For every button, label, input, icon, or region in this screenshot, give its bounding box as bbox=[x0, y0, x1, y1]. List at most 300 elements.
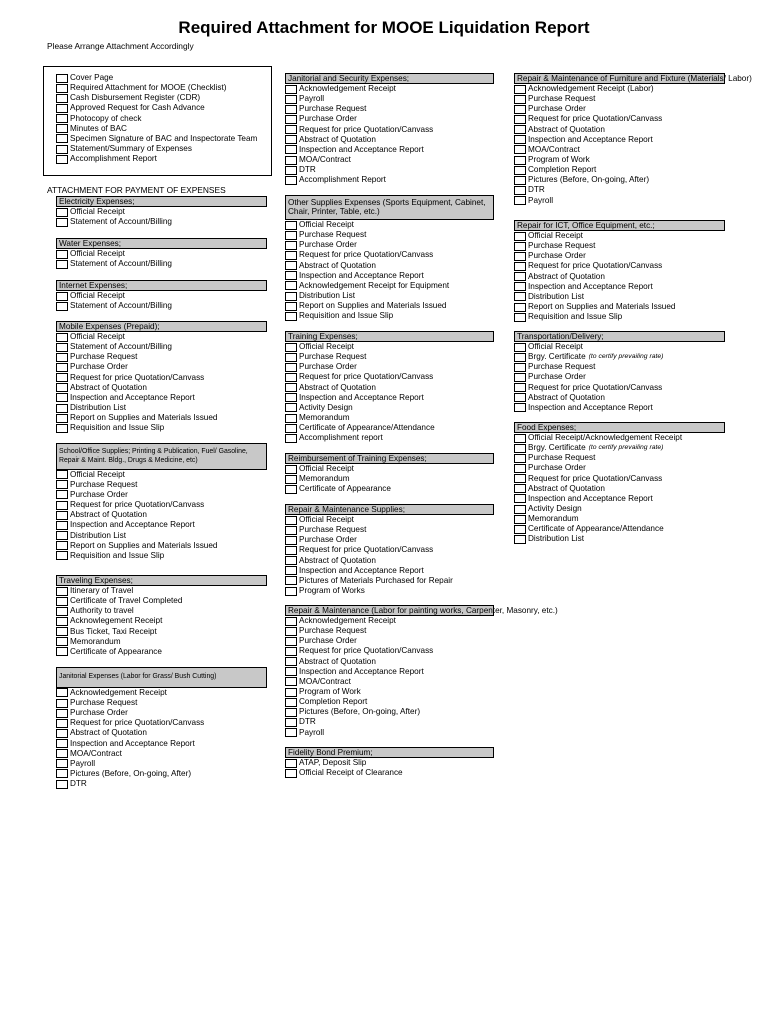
checklist-item-label: Abstract of Quotation bbox=[299, 260, 376, 270]
checkbox[interactable] bbox=[285, 166, 297, 175]
checkbox[interactable] bbox=[514, 403, 526, 412]
checkbox[interactable] bbox=[285, 231, 297, 240]
checkbox[interactable] bbox=[285, 343, 297, 352]
checklist-item-label: Photocopy of check bbox=[70, 113, 142, 123]
checklist-item bbox=[285, 84, 494, 94]
checkbox[interactable] bbox=[285, 667, 297, 676]
section-items bbox=[56, 586, 267, 657]
checklist-item-note: (to certify prevailing rate) bbox=[588, 444, 664, 452]
checklist-item bbox=[514, 463, 725, 473]
checkbox[interactable] bbox=[514, 135, 526, 144]
checkbox[interactable] bbox=[285, 434, 297, 443]
checkbox[interactable] bbox=[56, 208, 68, 217]
checklist-item bbox=[56, 403, 267, 413]
checklist-item bbox=[514, 504, 725, 514]
checklist-item-label: Purchase Order bbox=[528, 104, 586, 114]
checklist-item-label: Pictures of Materials Purchased for Repair bbox=[299, 575, 453, 585]
checkbox[interactable] bbox=[285, 176, 297, 185]
checklist-item bbox=[285, 342, 494, 352]
section-title: Mobile Expenses (Prepaid); bbox=[56, 321, 267, 332]
checkbox[interactable] bbox=[56, 729, 68, 738]
checkbox[interactable] bbox=[285, 526, 297, 535]
section-items bbox=[514, 231, 725, 322]
checkbox[interactable] bbox=[514, 262, 526, 271]
checkbox[interactable] bbox=[285, 475, 297, 484]
checkbox[interactable] bbox=[56, 780, 68, 789]
checkbox[interactable] bbox=[514, 393, 526, 402]
checkbox[interactable] bbox=[56, 739, 68, 748]
checkbox[interactable] bbox=[514, 166, 526, 175]
checkbox[interactable] bbox=[56, 343, 68, 352]
checkbox[interactable] bbox=[285, 251, 297, 260]
checkbox[interactable] bbox=[285, 414, 297, 423]
checkbox[interactable] bbox=[514, 515, 526, 524]
checklist-item-label: Purchase Order bbox=[528, 251, 586, 261]
checkbox[interactable] bbox=[56, 531, 68, 540]
checklist-item bbox=[285, 626, 494, 636]
checkbox[interactable] bbox=[514, 125, 526, 134]
section-title: Food Expenses; bbox=[514, 422, 725, 433]
checkbox[interactable] bbox=[285, 115, 297, 124]
checkbox[interactable] bbox=[56, 260, 68, 269]
checkbox[interactable] bbox=[514, 313, 526, 322]
checkbox[interactable] bbox=[56, 627, 68, 636]
checklist-item-label: Inspection and Acceptance Report bbox=[70, 392, 195, 402]
checkbox[interactable] bbox=[56, 104, 68, 113]
page-title: Required Attachment for MOOE Liquidation Report bbox=[178, 18, 590, 37]
checkbox[interactable] bbox=[56, 145, 68, 154]
checkbox[interactable] bbox=[285, 403, 297, 412]
checklist-item-label: Brgy. Certificate bbox=[528, 352, 586, 362]
checkbox[interactable] bbox=[514, 535, 526, 544]
checkbox[interactable] bbox=[514, 464, 526, 473]
checkbox[interactable] bbox=[56, 480, 68, 489]
checkbox[interactable] bbox=[56, 501, 68, 510]
checkbox[interactable] bbox=[514, 85, 526, 94]
checkbox[interactable] bbox=[285, 85, 297, 94]
checklist-item-label: Completion Report bbox=[528, 165, 597, 175]
checkbox[interactable] bbox=[56, 470, 68, 479]
checklist-item-label: Official Receipt bbox=[299, 515, 354, 525]
section-traveling bbox=[56, 575, 267, 657]
section-title: Janitorial and Security Expenses; bbox=[285, 73, 494, 84]
checkbox[interactable] bbox=[285, 688, 297, 697]
checklist-item-label: Certificate of Appearance bbox=[70, 646, 162, 656]
checkbox[interactable] bbox=[285, 718, 297, 727]
checkbox[interactable] bbox=[514, 145, 526, 154]
checklist-item-label: Inspection and Acceptance Report bbox=[528, 281, 653, 291]
checklist-item bbox=[56, 73, 257, 83]
checkbox[interactable] bbox=[56, 333, 68, 342]
checkbox[interactable] bbox=[514, 434, 526, 443]
checklist-item-label: Acknowledgement Receipt for Equipment bbox=[299, 280, 450, 290]
checkbox[interactable] bbox=[285, 363, 297, 372]
checkbox[interactable] bbox=[285, 135, 297, 144]
checklist-item bbox=[285, 616, 494, 626]
checklist-item-label: Report on Supplies and Materials Issued bbox=[528, 302, 676, 312]
checkbox[interactable] bbox=[56, 490, 68, 499]
section-mobile bbox=[56, 321, 267, 433]
checkbox[interactable] bbox=[56, 94, 68, 103]
checklist-item-label: Cash Disbursement Register (CDR) bbox=[70, 93, 201, 103]
checkbox[interactable] bbox=[514, 115, 526, 124]
checklist-item-label: Itinerary of Travel bbox=[70, 586, 134, 596]
checkbox[interactable] bbox=[285, 617, 297, 626]
checkbox[interactable] bbox=[514, 353, 526, 362]
checklist-item bbox=[56, 779, 267, 789]
checklist-item bbox=[285, 636, 494, 646]
checkbox[interactable] bbox=[285, 302, 297, 311]
checkbox[interactable] bbox=[56, 250, 68, 259]
checkbox[interactable] bbox=[285, 424, 297, 433]
checkbox[interactable] bbox=[285, 516, 297, 525]
checkbox[interactable] bbox=[56, 114, 68, 123]
checklist-item-label: Inspection and Acceptance Report bbox=[299, 270, 424, 280]
checklist-item bbox=[56, 352, 267, 362]
checkbox[interactable] bbox=[514, 232, 526, 241]
checkbox[interactable] bbox=[285, 95, 297, 104]
checkbox[interactable] bbox=[514, 242, 526, 251]
checklist-item-label: Official Receipt of Clearance bbox=[299, 768, 403, 778]
checklist-item-label: Activity Design bbox=[528, 504, 582, 514]
checkbox[interactable] bbox=[285, 125, 297, 134]
checklist-item bbox=[514, 104, 725, 114]
checkbox[interactable] bbox=[56, 393, 68, 402]
checklist-item bbox=[285, 145, 494, 155]
checkbox[interactable] bbox=[514, 272, 526, 281]
checkbox[interactable] bbox=[514, 525, 526, 534]
checkbox[interactable] bbox=[56, 769, 68, 778]
checklist-item-label: MOA/Contract bbox=[70, 748, 122, 758]
checklist-item bbox=[514, 292, 725, 302]
checkbox[interactable] bbox=[56, 383, 68, 392]
checkbox[interactable] bbox=[514, 282, 526, 291]
checklist-item-label: Purchase Order bbox=[299, 362, 357, 372]
checklist-item-label: Inspection and Acceptance Report bbox=[70, 520, 195, 530]
checkbox[interactable] bbox=[285, 759, 297, 768]
checkbox[interactable] bbox=[56, 607, 68, 616]
checklist-item bbox=[285, 758, 494, 768]
checkbox[interactable] bbox=[285, 281, 297, 290]
checklist-item bbox=[285, 271, 494, 281]
checkbox[interactable] bbox=[56, 84, 68, 93]
checkbox[interactable] bbox=[285, 353, 297, 362]
checklist-item bbox=[514, 165, 725, 175]
checklist-item-label: Pictures (Before, On-going, After) bbox=[528, 175, 650, 185]
checklist-item bbox=[514, 443, 725, 453]
checklist-item bbox=[285, 125, 494, 135]
checklist-item bbox=[56, 393, 267, 403]
checklist-item-label: Requisition and Issue Slip bbox=[70, 550, 165, 560]
checklist-item-label: MOA/Contract bbox=[299, 676, 351, 686]
checkbox[interactable] bbox=[285, 576, 297, 585]
checklist-item bbox=[56, 647, 267, 657]
checkbox[interactable] bbox=[56, 709, 68, 718]
checkbox[interactable] bbox=[56, 302, 68, 311]
checklist-item bbox=[514, 241, 725, 251]
checklist-item bbox=[56, 586, 267, 596]
checklist-item-label: Official Receipt bbox=[299, 342, 354, 352]
checklist-item-label: Abstract of Quotation bbox=[528, 124, 605, 134]
checkbox[interactable] bbox=[285, 271, 297, 280]
section-title: Water Expenses; bbox=[56, 238, 267, 249]
checklist-item-label: Request for price Quotation/Canvass bbox=[528, 261, 663, 271]
checkbox[interactable] bbox=[56, 541, 68, 550]
checkbox[interactable] bbox=[285, 627, 297, 636]
checkbox[interactable] bbox=[514, 95, 526, 104]
checkbox[interactable] bbox=[56, 551, 68, 560]
checkbox[interactable] bbox=[285, 769, 297, 778]
checklist-item bbox=[56, 698, 267, 708]
checkbox[interactable] bbox=[514, 494, 526, 503]
checklist-item bbox=[514, 155, 725, 165]
checkbox[interactable] bbox=[285, 465, 297, 474]
checkbox[interactable] bbox=[56, 637, 68, 646]
checklist-item-label: Abstract of Quotation bbox=[528, 271, 605, 281]
checklist-item bbox=[56, 413, 267, 423]
checklist-item bbox=[56, 114, 257, 124]
checklist-item-label: Certificate of Appearance/Attendance bbox=[528, 524, 664, 534]
section-title: Reimbursement of Training Expenses; bbox=[285, 453, 494, 464]
checkbox[interactable] bbox=[285, 241, 297, 250]
checklist-item-label: Official Receipt bbox=[70, 469, 125, 479]
checkbox[interactable] bbox=[56, 414, 68, 423]
checklist-item-label: Abstract of Quotation bbox=[528, 483, 605, 493]
section-items bbox=[56, 249, 267, 269]
checklist-item-label: Request for price Quotation/Canvass bbox=[299, 646, 434, 656]
checkbox[interactable] bbox=[56, 292, 68, 301]
checkbox[interactable] bbox=[285, 728, 297, 737]
section-training bbox=[285, 331, 494, 443]
checkbox[interactable] bbox=[285, 556, 297, 565]
checkbox[interactable] bbox=[56, 749, 68, 758]
section-title: Electricity Expenses; bbox=[56, 196, 267, 207]
checklist-item-label: Program of Works bbox=[299, 586, 365, 596]
checkbox[interactable] bbox=[514, 484, 526, 493]
checklist-item bbox=[56, 728, 267, 738]
checklist-item-label: Purchase Request bbox=[70, 479, 138, 489]
checklist-item bbox=[56, 373, 267, 383]
checkbox[interactable] bbox=[514, 444, 526, 453]
checklist-item bbox=[56, 301, 267, 311]
checklist-item bbox=[285, 474, 494, 484]
checklist-item bbox=[514, 145, 725, 155]
checklist-item-label: MOA/Contract bbox=[528, 144, 580, 154]
checkbox[interactable] bbox=[56, 155, 68, 164]
checklist-item-label: Requisition and Issue Slip bbox=[299, 311, 394, 321]
section-title: Traveling Expenses; bbox=[56, 575, 267, 586]
checkbox[interactable] bbox=[56, 699, 68, 708]
payment-heading: ATTACHMENT FOR PAYMENT OF EXPENSES bbox=[47, 185, 226, 195]
checkbox[interactable] bbox=[285, 221, 297, 230]
checklist-item-label: ATAP, Deposit Slip bbox=[299, 758, 367, 768]
checklist-item-label: Abstract of Quotation bbox=[299, 656, 376, 666]
checklist-item-label: Requisition and Issue Slip bbox=[528, 312, 623, 322]
checklist-item bbox=[56, 520, 267, 530]
checkbox[interactable] bbox=[285, 383, 297, 392]
checkbox[interactable] bbox=[285, 373, 297, 382]
checkbox[interactable] bbox=[56, 719, 68, 728]
section-electricity bbox=[56, 196, 267, 227]
checklist-item-label: Purchase Request bbox=[528, 453, 596, 463]
checklist-item-label: Activity Design bbox=[299, 402, 353, 412]
checklist-item bbox=[285, 728, 494, 738]
checkbox[interactable] bbox=[285, 657, 297, 666]
checklist-item bbox=[285, 175, 494, 185]
checklist-item bbox=[514, 352, 725, 362]
checklist-item bbox=[56, 739, 267, 749]
checkbox[interactable] bbox=[56, 597, 68, 606]
checklist-item-label: Program of Work bbox=[299, 687, 361, 697]
section-repair-labor bbox=[285, 605, 558, 738]
checkbox[interactable] bbox=[285, 566, 297, 575]
checklist-item-label: Purchase Order bbox=[70, 708, 128, 718]
checkbox[interactable] bbox=[285, 698, 297, 707]
section-title: Repair & Maintenance of Furniture and Fixture (Materials/ Labor) bbox=[514, 73, 725, 84]
section-fidelity-bond bbox=[285, 747, 494, 778]
checkbox[interactable] bbox=[514, 343, 526, 352]
checkbox[interactable] bbox=[514, 383, 526, 392]
checkbox[interactable] bbox=[56, 353, 68, 362]
checklist-item bbox=[514, 433, 725, 443]
checklist-item bbox=[514, 372, 725, 382]
checkbox[interactable] bbox=[285, 105, 297, 114]
checklist-item bbox=[56, 134, 257, 144]
checkbox[interactable] bbox=[56, 587, 68, 596]
checkbox[interactable] bbox=[514, 505, 526, 514]
checkbox[interactable] bbox=[56, 617, 68, 626]
section-repair-furniture bbox=[514, 73, 752, 206]
checkbox[interactable] bbox=[285, 156, 297, 165]
checkbox[interactable] bbox=[514, 176, 526, 185]
checklist-item bbox=[514, 453, 725, 463]
checkbox[interactable] bbox=[514, 196, 526, 205]
checkbox[interactable] bbox=[56, 759, 68, 768]
checklist-item-label: Requisition and Issue Slip bbox=[70, 423, 165, 433]
checkbox[interactable] bbox=[56, 511, 68, 520]
checklist-item-label: Payroll bbox=[70, 758, 96, 768]
checklist-item bbox=[514, 135, 725, 145]
checkbox[interactable] bbox=[56, 373, 68, 382]
checkbox[interactable] bbox=[285, 292, 297, 301]
checkbox[interactable] bbox=[514, 303, 526, 312]
checklist-item-label: Inspection and Acceptance Report bbox=[528, 134, 653, 144]
checkbox[interactable] bbox=[56, 74, 68, 83]
checkbox[interactable] bbox=[56, 424, 68, 433]
checkbox[interactable] bbox=[285, 312, 297, 321]
checkbox[interactable] bbox=[285, 637, 297, 646]
checkbox[interactable] bbox=[514, 373, 526, 382]
checkbox[interactable] bbox=[514, 252, 526, 261]
checklist-item-label: Statement of Account/Billing bbox=[70, 217, 172, 227]
checklist-item bbox=[285, 362, 494, 372]
checkbox[interactable] bbox=[514, 363, 526, 372]
checklist-item-label: Purchase Request bbox=[299, 525, 367, 535]
section-title: Repair & Maintenance Supplies; bbox=[285, 504, 494, 515]
checklist-item-label: Statement/Summary of Expenses bbox=[70, 144, 192, 154]
checklist-item bbox=[514, 534, 725, 544]
checkbox[interactable] bbox=[285, 587, 297, 596]
checkbox[interactable] bbox=[514, 474, 526, 483]
checklist-item-label: Official Receipt bbox=[299, 220, 354, 230]
checkbox[interactable] bbox=[56, 124, 68, 133]
checkbox[interactable] bbox=[56, 218, 68, 227]
section-items bbox=[514, 84, 725, 206]
checklist-item-label: Payroll bbox=[528, 195, 554, 205]
checklist-item bbox=[285, 667, 494, 677]
section-food bbox=[514, 422, 725, 545]
checkbox[interactable] bbox=[514, 186, 526, 195]
checkbox[interactable] bbox=[514, 292, 526, 301]
section-school-office-supplies bbox=[56, 443, 267, 561]
checklist-item bbox=[285, 657, 494, 667]
checkbox[interactable] bbox=[56, 134, 68, 143]
checklist-item bbox=[514, 494, 725, 504]
checklist-item-label: Report on Supplies and Materials Issued bbox=[70, 540, 218, 550]
checklist-item-label: Acknowlegement Receipt bbox=[70, 616, 163, 626]
checkbox[interactable] bbox=[285, 708, 297, 717]
checkbox[interactable] bbox=[514, 105, 526, 114]
checkbox[interactable] bbox=[285, 647, 297, 656]
section-janitorial-labor bbox=[56, 667, 267, 789]
checklist-item bbox=[285, 413, 494, 423]
checkbox[interactable] bbox=[56, 688, 68, 697]
checklist-item-label: Program of Work bbox=[528, 155, 590, 165]
checklist-item bbox=[514, 474, 725, 484]
checklist-item-label: Purchase Request bbox=[528, 94, 596, 104]
checklist-item bbox=[285, 94, 494, 104]
checklist-item-label: Memorandum bbox=[70, 636, 121, 646]
checklist-item-label: DTR bbox=[299, 717, 316, 727]
checkbox[interactable] bbox=[56, 647, 68, 656]
section-other-supplies bbox=[285, 195, 494, 321]
checkbox[interactable] bbox=[285, 485, 297, 494]
checklist-item-label: Memorandum bbox=[528, 514, 579, 524]
checklist-item bbox=[285, 250, 494, 260]
checklist-item-label: Official Receipt bbox=[70, 249, 125, 259]
checklist-item bbox=[285, 352, 494, 362]
checklist-item bbox=[285, 525, 494, 535]
checklist-item bbox=[56, 606, 267, 616]
checklist-item bbox=[514, 312, 725, 322]
checkbox[interactable] bbox=[56, 521, 68, 530]
checkbox[interactable] bbox=[285, 393, 297, 402]
checkbox[interactable] bbox=[285, 677, 297, 686]
checkbox[interactable] bbox=[285, 145, 297, 154]
checklist-item-label: Abstract of Quotation bbox=[299, 555, 376, 565]
checklist-item-label: Payroll bbox=[299, 94, 325, 104]
checkbox[interactable] bbox=[514, 156, 526, 165]
checklist-item bbox=[56, 637, 267, 647]
section-internet bbox=[56, 280, 267, 311]
checklist-item-label: Approved Request for Cash Advance bbox=[70, 103, 205, 113]
checklist-item bbox=[514, 362, 725, 372]
checkbox[interactable] bbox=[285, 546, 297, 555]
checkbox[interactable] bbox=[56, 363, 68, 372]
checklist-item bbox=[56, 627, 267, 637]
section-items bbox=[514, 342, 725, 413]
checkbox[interactable] bbox=[285, 536, 297, 545]
checkbox[interactable] bbox=[285, 261, 297, 270]
section-items bbox=[285, 464, 494, 494]
checklist-item-label: Inspection and Acceptance Report bbox=[299, 666, 424, 676]
checkbox[interactable] bbox=[514, 454, 526, 463]
section-title: Repair & Maintenance (Labor for painting works, Carpenter, Masonry, etc.) bbox=[285, 605, 494, 616]
checklist-item bbox=[56, 249, 267, 259]
checklist-item-label: Official Receipt bbox=[299, 464, 354, 474]
section-items bbox=[285, 515, 494, 596]
checkbox[interactable] bbox=[56, 404, 68, 413]
